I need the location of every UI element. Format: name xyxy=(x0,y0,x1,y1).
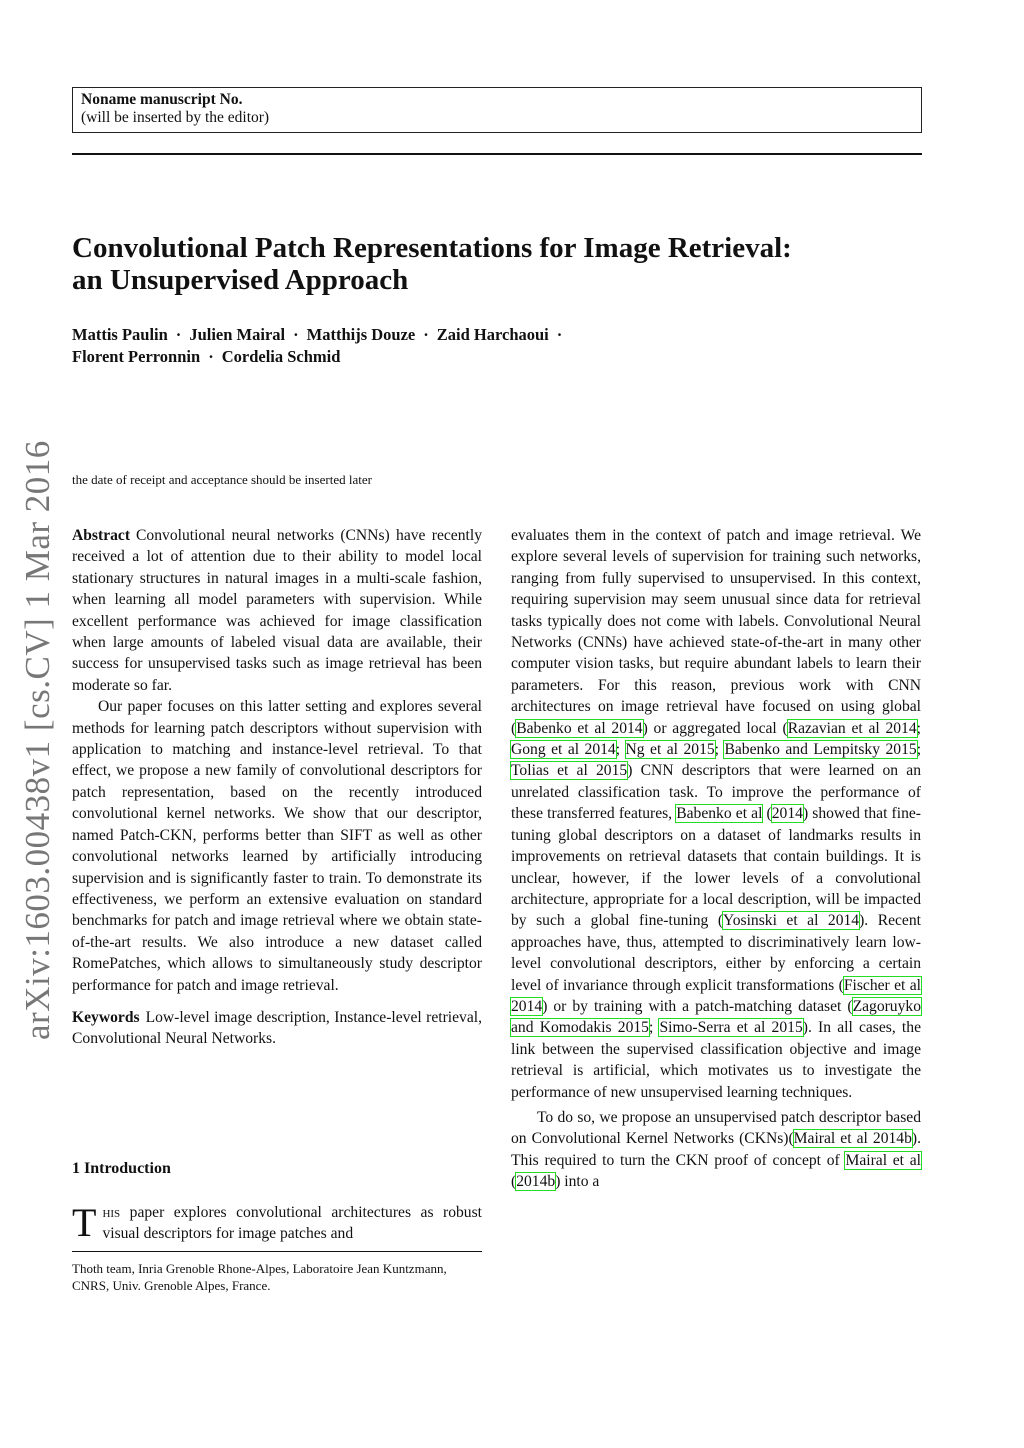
body-text: ) showed that fine-tuning global descriptors on a dataset of landmarks results in improvements on retrieval datasets that contain buildings. It is unclear, however, if the lower levels of a convolutional architecture, appropriate for a local description, will be impacted by such a global fine-tuning ( xyxy=(511,805,921,930)
citation-link[interactable]: Mairal et al 2014b xyxy=(793,1130,912,1148)
body-text: ; xyxy=(916,741,922,759)
right-paragraph-2 xyxy=(511,1107,921,1193)
author: Cordelia Schmid xyxy=(221,347,341,366)
author-list xyxy=(72,324,932,368)
abstract-text-1: Convolutional neural networks (CNNs) have recently received a lot of attention due to their ability to model local stationary structures in natural images in a multi-scale fashion, when learning all model parameters with supervision. While excellent performance was achieved for image classification when large amounts of labeled visual data are available, their success for unsupervised tasks such as image retrieval has been moderate so far. xyxy=(72,527,482,694)
body-text: ). In all cases, the link between the supervised classification objective and image retrieval is artificial, which motivates us to investigate the performance of new unsupervised learning techniques. xyxy=(511,1019,921,1101)
body-text: ) into a xyxy=(555,1173,600,1191)
body-text: ) or by training with a patch-matching dataset ( xyxy=(542,997,853,1015)
citation-link[interactable]: Babenko et al xyxy=(676,805,763,823)
author: Matthijs Douze xyxy=(306,325,416,344)
keywords-paragraph xyxy=(72,1007,482,1050)
body-text: To do so, we propose an unsupervised patch descriptor based on Convolutional Kernel Networks (CKNs)( xyxy=(511,1108,921,1148)
footnote-rule xyxy=(72,1251,482,1252)
body-text: ) CNN descriptors that were learned on an unrelated classification task. To improve the performance of these transferred features, xyxy=(511,762,921,823)
affiliation-footnote: Thoth team, Inria Grenoble Rhone-Alpes, Laboratoire Jean Kuntzmann, CNRS, Univ. Grenoble Alpes, France. xyxy=(72,1261,447,1293)
intro-paragraph xyxy=(72,1202,482,1245)
keywords-label: Keywords xyxy=(72,1008,140,1026)
abstract-paragraph-1 xyxy=(72,525,482,696)
author: Zaid Harchaoui xyxy=(436,325,549,344)
body-text: ( xyxy=(511,1173,517,1191)
body-text: ). This required to turn the CKN proof of concept of xyxy=(511,1130,921,1169)
citation-link[interactable]: Babenko et al 2014 xyxy=(516,719,643,737)
author-line-1 xyxy=(72,324,932,346)
citation-link[interactable]: 2014b xyxy=(516,1173,556,1191)
title-line-2: an Unsupervised Approach xyxy=(72,264,409,296)
citation-link[interactable]: Tolias et al 2015 xyxy=(511,762,628,780)
author-line-2 xyxy=(72,346,932,368)
author-separator: · xyxy=(423,325,429,344)
citation-link[interactable]: 2014 xyxy=(771,805,803,823)
author-separator: · xyxy=(175,325,182,344)
author: Mattis Paulin xyxy=(72,325,168,344)
citation-link[interactable]: Babenko and Lempitsky 2015 xyxy=(724,741,917,759)
body-text: ) or aggregated local ( xyxy=(642,719,788,737)
arxiv-identifier: arXiv:1603.00438v1 [cs.CV] 1 Mar 2016 xyxy=(18,440,57,1040)
body-text: evaluates them in the context of patch and image retrieval. We explore several levels of supervision for training such networks, ranging from fully supervised to unsupervised. In this context, requiring supervision may seem unusual since data for retrieval tasks typically does not come with labels. Convolutional Neural Networks (CNNs) have achieved state-of-the-art in many other computer vision tasks, but require abundant labels to learn their parameters. For this reason, previous work with CNN architectures on image retrieval have focused on using global ( xyxy=(511,527,921,737)
citation-link[interactable]: Yosinski et al 2014 xyxy=(723,912,860,930)
manuscript-header-box xyxy=(72,87,922,133)
author: Florent Perronnin xyxy=(72,347,201,366)
right-paragraph-1 xyxy=(511,525,921,1103)
intro-text: paper explores convolutional architectures as robust visual descriptors for image patches and xyxy=(102,1204,482,1243)
citation-link[interactable]: Gong et al 2014 xyxy=(511,741,616,759)
manuscript-label: Noname manuscript No. xyxy=(81,91,243,108)
editor-note: (will be inserted by the editor) xyxy=(81,109,270,126)
body-text: ; xyxy=(615,741,626,759)
author-separator: · xyxy=(208,347,214,366)
right-column xyxy=(511,525,921,1193)
body-text: ; xyxy=(714,741,725,759)
paper-title xyxy=(72,232,932,296)
abstract-paragraph-2: Our paper focuses on this latter setting and explores several methods for learning patch descriptors without supervision with application to matching and instance-level retrieval. To that effect, we propose a new family of convolutional descriptors for patch representation, based on the recently introduced convolutional kernel networks. We show that our descriptor, named Patch-CKN, performs better than SIFT as well as other convolutional networks learned by artificially introducing supervision and is significantly faster to train. To demonstrate its effectiveness, we perform an extensive evaluation on standard benchmarks for patch and image retrieval where we obtain state-of-the-art results. We also introduce a new dataset called RomePatches, which allows to simultaneously study descriptor performance for patch and image retrieval. xyxy=(72,698,482,994)
header-rule xyxy=(72,153,922,155)
title-line-1: Convolutional Patch Representations for Image Retrieval: xyxy=(72,232,792,264)
citation-link[interactable]: Fischer et al 2014 xyxy=(511,976,921,1015)
citation-link[interactable]: Simo-Serra et al 2015 xyxy=(659,1019,803,1037)
body-text: ; xyxy=(916,719,921,737)
body-text: ; xyxy=(648,1019,660,1037)
citation-link[interactable]: Mairal et al xyxy=(845,1151,922,1169)
drop-cap: T xyxy=(72,1200,97,1245)
author-separator: · xyxy=(556,325,563,344)
date-note: the date of receipt and acceptance should be inserted later xyxy=(72,472,372,487)
intro-smallcaps: his xyxy=(102,1204,121,1221)
section-heading-introduction: 1 Introduction xyxy=(72,1160,171,1177)
keywords-text: Low-level image description, Instance-level retrieval, Convolutional Neural Networks. xyxy=(72,1008,482,1048)
body-text: ( xyxy=(762,805,772,823)
body-text: ). Recent approaches have, thus, attempted to discriminatively learn low-level convolutional descriptors, either by enforcing a certain level of invariance through explicit transformations ( xyxy=(511,912,921,994)
author-separator: · xyxy=(293,325,299,344)
left-column xyxy=(72,525,482,1050)
abstract-label: Abstract xyxy=(72,527,131,544)
citation-link[interactable]: Razavian et al 2014 xyxy=(787,719,917,737)
author: Julien Mairal xyxy=(189,325,286,344)
citation-link[interactable]: Ng et al 2015 xyxy=(625,741,715,759)
citation-link[interactable]: Zagoruyko and Komodakis 2015 xyxy=(511,997,921,1037)
